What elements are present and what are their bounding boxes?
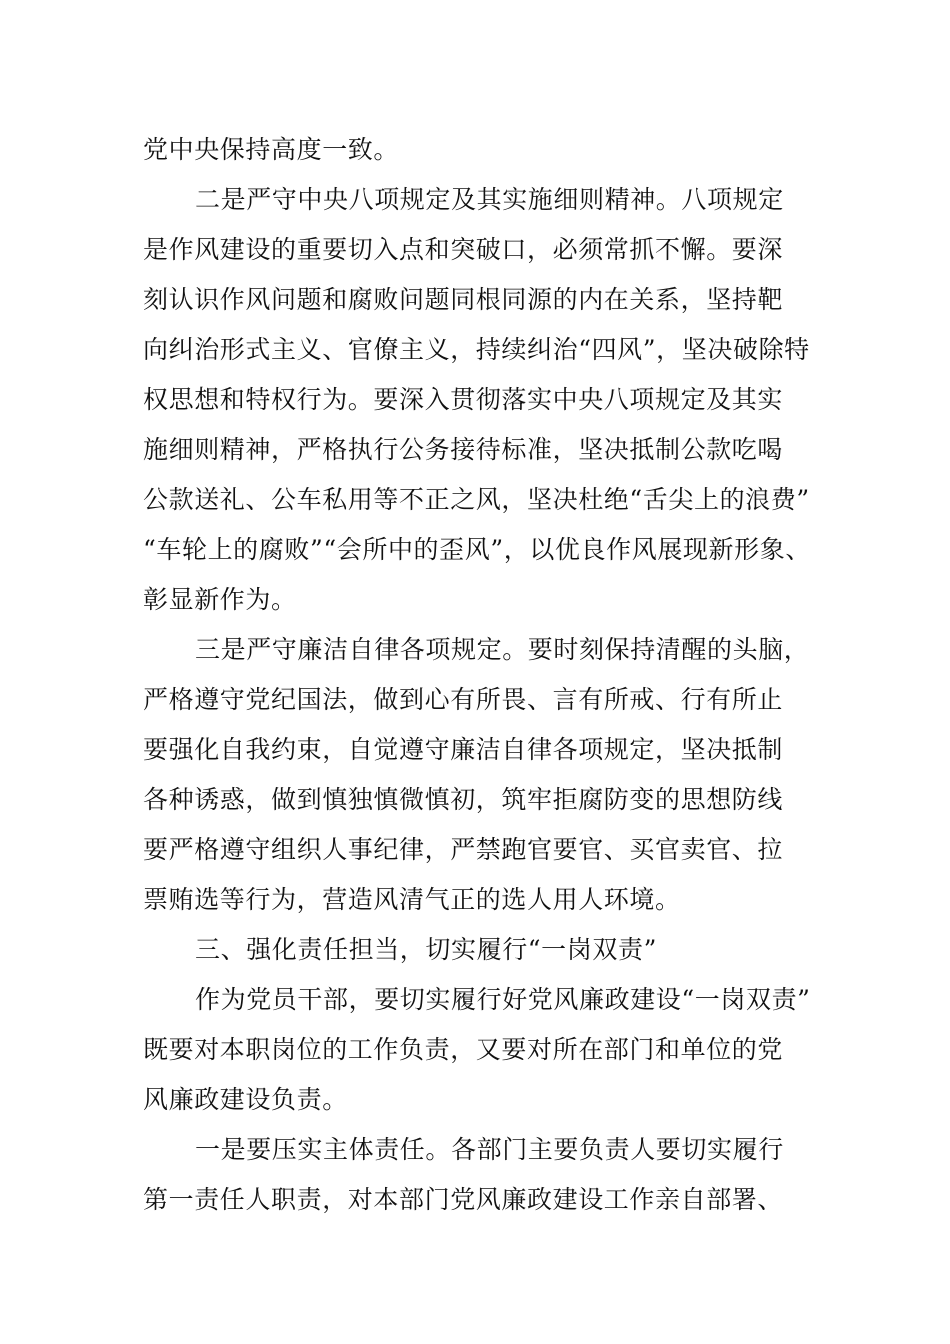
text-line: 权思想和特权行为。要深入贯彻落实中央八项规定及其实 (143, 385, 784, 414)
paragraph-start-line: 一是要压实主体责任。各部门主要负责人要切实履行 (195, 1135, 784, 1164)
paragraph-start-line: 作为党员干部，要切实履行好党风廉政建设“一岗双责” (195, 985, 811, 1014)
text-line: “车轮上的腐败”“会所中的歪风”，以优良作风展现新形象、 (143, 535, 811, 564)
text-line: 既要对本职岗位的工作负责，又要对所在部门和单位的党 (143, 1035, 784, 1064)
text-line: 第一责任人职责，对本部门党风廉政建设工作亲自部署、 (143, 1185, 784, 1214)
paragraph-start-line: 二是严守中央八项规定及其实施细则精神。八项规定 (195, 185, 784, 214)
text-line: 彰显新作为。 (143, 585, 297, 614)
text-line: 施细则精神，严格执行公务接待标准，坚决抵制公款吃喝 (143, 435, 784, 464)
body-text (143, 125, 833, 1225)
paragraph-start-line: 三是严守廉洁自律各项规定。要时刻保持清醒的头脑， (195, 635, 810, 664)
text-line: 票贿选等行为，营造风清气正的选人用人环境。 (143, 885, 681, 914)
text-line: 要严格遵守组织人事纪律，严禁跑官要官、买官卖官、拉 (143, 835, 784, 864)
text-line: 公款送礼、公车私用等不正之风，坚决杜绝“舌尖上的浪费” (143, 485, 810, 514)
text-line: 各种诱惑，做到慎独慎微慎初，筑牢拒腐防变的思想防线 (143, 785, 784, 814)
text-line: 要强化自我约束，自觉遵守廉洁自律各项规定，坚决抵制 (143, 735, 784, 764)
text-line: 是作风建设的重要切入点和突破口，必须常抓不懈。要深 (143, 235, 784, 264)
text-line: 刻认识作风问题和腐败问题同根同源的内在关系，坚持靶 (143, 285, 784, 314)
text-line: 向纠治形式主义、官僚主义，持续纠治“四风”，坚决破除特 (143, 335, 810, 364)
text-line: 严格遵守党纪国法，做到心有所畏、言有所戒、行有所止 (143, 685, 784, 714)
section-heading: 三、强化责任担当，切实履行“一岗双责” (195, 935, 657, 964)
text-line: 党中央保持高度一致。 (143, 135, 400, 164)
text-line: 风廉政建设负责。 (143, 1085, 348, 1114)
